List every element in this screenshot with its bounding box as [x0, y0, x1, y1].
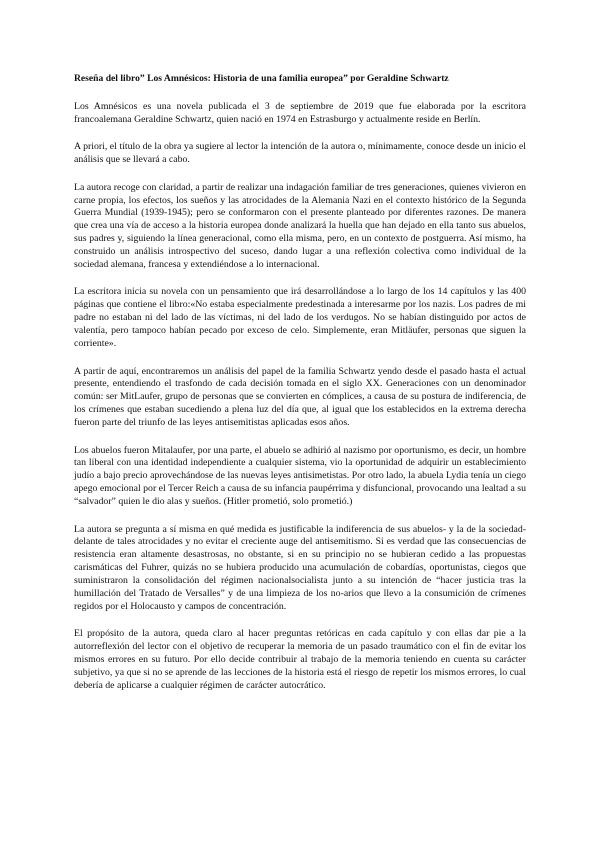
paragraph-indifference: La autora se pregunta a sí misma en qué medida es justificable la indiferencia de sus abuelos- y la de la sociedad- delante de tales atrocidades y no evitar el creciente auge del antisemitismo. Si es verdad que las consecuencias de resistencia eran altamente desastrosas, no obstante, si en su principio no se hubieran cedido a las propuestas carismáticas del Fuhrer, quizás no se hubiera producido una acumulación de cobardías, oportunistas, ciegos que suministraron la consolidación del régimen nacionalsocialista junto a su intención de “hacer justicia tras la humillación del Tratado de Versalles” y de una limpieza de los no-arios que llevo a la consumición de crímenes regidos por el Holocausto y campos de concentración. — [74, 523, 526, 612]
document-page — [74, 73, 526, 707]
paragraph-opening-quote: La escritora inicia su novela con un pensamiento que irá desarrollándose a lo largo de los 14 capítulos y las 400 páginas que contiene el libro:«No estaba especialmente predestinada a interesarme por los nazis. Los padres de mi padre no estaban ni del lado de las víctimas, ni del lado de los verdugos. No se habían distinguido por actos de valentía, pero tampoco habían pecado por exceso de celo. Simplemente, eran Mitläufer, personas que siguen la corriente». — [74, 286, 526, 350]
document-title: Reseña del libro” Los Amnésicos: Historia de una familia europea” por Geraldine Schwartz — [74, 73, 449, 84]
paragraph-generations: La autora recoge con claridad, a partir de realizar una indagación familiar de tres generaciones, quienes vivieron en carne propia, los efectos, los sueños y las atrocidades de la Alemania Nazi en el contexto histórico de la Segunda Guerra Mundial (1939-1945); pero se conformaron con el presente planteado por diferentes razones. De manera que crea una vía de acceso a la historia europea donde analizará la huella que han dejado en ella tanto sus abuelos, sus padres y, siguiendo la línea generacional, como ella misma, pero, en un contexto de postguerra. Así mismo, ha construido un análisis introspectivo del suceso, dando lugar a una reflexión colectiva como individual de la sociedad alemana, francesa y extendiéndose a lo internacional. — [74, 181, 526, 271]
paragraph-title-meaning: A priori, el título de la obra ya sugiere al lector la intención de la autora o, mínimamente, conoce desde un inicio el análisis que se llevará a cabo. — [74, 141, 526, 166]
paragraph-grandparents: Los abuelos fueron Mitalaufer, por una parte, el abuelo se adhirió al nazismo por oportunismo, es decir, un hombre tan liberal con una identidad independiente a cualquier sistema, vio la oportunidad de adquirir un establecimiento judío a bajo precio aprovechándose de las nuevas leyes antisimetistas. Por otro lado, la abuela Lydia tenía un ciego apego emocional por el Tercer Reich a causa de su infancia paupérrima y disfuncional, provocando una lealtad a su “salvador” quien le dio alas y sueños. (Hitler prometió, solo prometió.) — [74, 444, 526, 508]
paragraph-family-analysis: A partir de aquí, encontraremos un análisis del papel de la familia Schwartz yendo desde el pasado hasta el actual presente, entendiendo el trasfondo de cada decisión tomada en el siglo XX. Generaciones con un denominador común: ser MitLaufer, grupo de personas que se convierten en cómplices, a causa de su postura de indiferencia, de los crímenes que estaban sucediendo a plena luz del día que, al igual que los establecidos en la extrema derecha fueron parte del triunfo de las leyes antisemitistas aplicadas esos años. — [74, 365, 526, 429]
paragraph-purpose: El propósito de la autora, queda claro al hacer preguntas retóricas en cada capítulo y con ellas dar pie a la autorreflexión del lector con el objetivo de recuperar la memoria de un pasado traumático con el fin de evitar los mismos errores en su futuro. Por ello decide contribuir al trabajo de la memoria teniendo en cuenta su carácter subjetivo, ya que si no se aprende de las lecciones de la historia está el riesgo de repetir los mismos errores, lo cual debería de aplicarse a cualquier régimen de carácter autocrático. — [74, 628, 526, 692]
paragraph-intro: Los Amnésicos es una novela publicada el 3 de septiembre de 2019 que fue elaborada por la escritora francoalemana Geraldine Schwartz, quien nació en 1974 en Estrasburgo y actualmente reside en Berlín. — [74, 101, 526, 125]
